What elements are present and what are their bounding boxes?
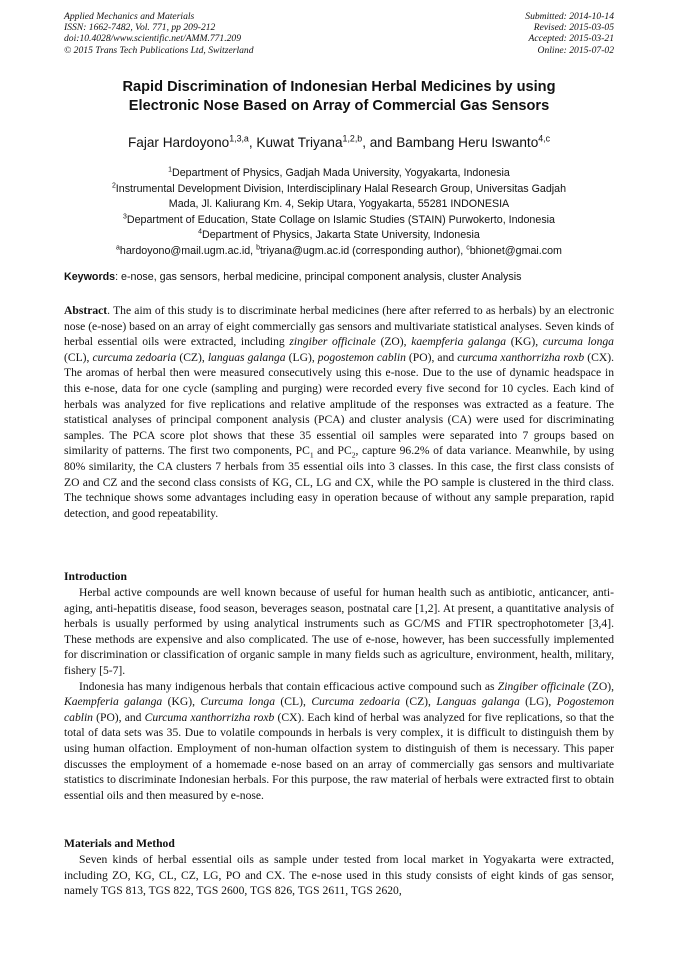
paper-title xyxy=(50,78,628,116)
abstract-text: , capture 96.2% of data variance. Meanwhile, by using 80% similarity, the CA clusters 7 herbals from 35 essential oils into 3 classes. In this case, the first class consists of ZO and CZ and the second class consists of KG, CL, LG and CX, while the PO sample is clustered in the third class. The technique shows some advantages including easy in operation because of without any sample preparation, rapid detection, and good repeatability. xyxy=(64,444,615,520)
species-name: Kaempferia galanga xyxy=(64,695,163,709)
date-submitted: Submitted: 2014-10-14 xyxy=(525,11,614,22)
affiliation-2 xyxy=(50,182,628,198)
author-emails xyxy=(50,244,628,260)
title-line-1: Rapid Discrimination of Indonesian Herbal Medicines by using xyxy=(122,79,556,95)
abstract-paragraph xyxy=(64,303,614,521)
affil-text: Department of Education, State Collage on Islamic Studies (STAIN) Purwokerto, Indonesia xyxy=(126,213,555,226)
intro-paragraph-2 xyxy=(64,679,614,804)
materials-body xyxy=(64,852,614,899)
date-revised: Revised: 2015-03-05 xyxy=(533,22,614,34)
date-accepted: Accepted: 2015-03-21 xyxy=(528,33,614,45)
title-line-2: Electronic Nose Based on Array of Commercial Gas Sensors xyxy=(128,98,550,114)
abstract-text: (CL), xyxy=(64,350,93,364)
abstract-text: (CX). The aromas of herbal then were measured consecutively using this e-nose. Due to the use of dynamic headspace in this e-nose, data for one cycle (sampling and purging) were recorded every five second for 10 cycles. Each kind of herbals was analyzed for five replications and relative amplitude of the responses was extracted as a feature. The statistical analyses of principal component analysis (PCA) and cluster analysis (CA) were used for discriminating samples. The PCA score plot shows that these 35 essential oil samples were separated into 7 groups based on similarity of patterns. The first two components, PC xyxy=(64,350,614,458)
intro-paragraph-1: Herbal active compounds are well known because of useful for human health such as antibiotic, anticancer, anti-aging, anti-hepatitis disease, food season, beverages season, postnatal care [1,2]. At present, a quantitative analysis of herbals is usually performed by using analytical instruments such as GC/MS and FTIR spectrophotometer [3,4]. These methods are expensive and also complicated. The use of e-nose, however, has been successfully implemented for discrimination or classification of organic sample in many fields such as agriculture, environment, health, military, fishery [5-7]. xyxy=(64,586,614,677)
species-name: Languas galanga xyxy=(436,695,520,709)
abstract xyxy=(64,303,614,521)
keywords xyxy=(64,270,624,285)
intro-text: (CZ), xyxy=(400,695,437,709)
introduction-body xyxy=(64,585,614,803)
intro-text: (ZO), xyxy=(584,679,614,693)
abstract-text: and PC xyxy=(313,444,352,458)
journal-header xyxy=(64,11,254,56)
author-name: , and Bambang Heru Iswanto xyxy=(362,135,539,150)
affiliations xyxy=(50,166,628,260)
affil-sup: 2 xyxy=(111,182,116,190)
species-name: kaempferia galanga xyxy=(411,335,507,349)
species-name: curcuma xanthorrizha roxb xyxy=(457,350,585,364)
intro-text: (PO), and xyxy=(92,710,145,724)
intro-text: (CL), xyxy=(275,695,312,709)
species-name: Zingiber officinale xyxy=(497,679,585,693)
materials-heading: Materials and Method xyxy=(64,837,175,850)
species-name: Curcuma longa xyxy=(200,695,275,709)
affil-sup: 3 xyxy=(123,213,127,221)
subscript: 2 xyxy=(351,450,356,460)
abstract-label: Abstract xyxy=(64,304,108,317)
abstract-text: (CZ), xyxy=(176,350,208,364)
abstract-text: (ZO), xyxy=(375,335,412,349)
email-sup: a xyxy=(116,244,120,252)
keywords-text: : e-nose, gas sensors, herbal medicine, principal component analysis, cluster Analysis xyxy=(115,271,522,283)
materials-paragraph-1: Seven kinds of herbal essential oils as sample under tested from local market in Yogyakarta were extracted, including ZO, KG, CL, CZ, LG, PO and CX. The e-nose used in this study consists of eight kinds of gas sensor, namely TGS 813, TGS 822, TGS 2600, TGS 826, TGS 2611, TGS 2620, xyxy=(64,853,614,898)
species-name: curcuma zedoaria xyxy=(92,350,177,364)
species-name: Pogostemon cablin xyxy=(64,695,615,724)
author-affil-sup: 4,c xyxy=(538,133,551,144)
affiliation-3 xyxy=(50,213,628,229)
species-name: Curcuma xanthorrizha roxb xyxy=(144,710,275,724)
affiliation-1 xyxy=(50,166,628,182)
subscript: 1 xyxy=(309,450,314,460)
intro-text: (LG), xyxy=(519,695,557,709)
species-name: pogostemon cablin xyxy=(317,350,406,364)
abstract-text: (KG), xyxy=(506,335,543,349)
author-name: , Kuwat Triyana xyxy=(248,135,343,150)
author-affil-sup: 1,3,a xyxy=(229,133,249,144)
introduction-heading: Introduction xyxy=(64,570,127,583)
journal-copyright: © 2015 Trans Tech Publications Ltd, Switzerland xyxy=(64,44,254,56)
affil-text: Department of Physics, Gadjah Mada University, Yogyakarta, Indonesia xyxy=(172,167,510,179)
email-text: triyana@ugm.ac.id (corresponding author), xyxy=(259,244,467,257)
abstract-text: (LG), xyxy=(285,350,318,364)
submission-dates xyxy=(525,11,614,56)
abstract-text: (PO), and xyxy=(405,350,458,364)
author-affil-sup: 1,2,b xyxy=(342,133,363,144)
affil-sup: 1 xyxy=(168,166,173,174)
intro-text: (CX). Each kind of herbal was analyzed for five replications, so that the total of data sets was 35. Due to volatile compounds in herbals is very complex, it is difficult to distinguish them by using human olfaction. Employment of non-human olfaction system to distinguish of them is necessary. This paper discusses the employment of a homemade e-nose based on an array of commercially gas sensors and multivariate statistics to discriminate Indonesian herbals. For this purpose, the raw material of herbals were extracted first to obtain essential oils and then measured by e-nose. xyxy=(64,710,614,802)
journal-doi: doi:10.4028/www.scientific.net/AMM.771.209 xyxy=(64,33,242,45)
author-list xyxy=(50,134,628,152)
author-name: Fajar Hardoyono xyxy=(127,135,230,150)
email-sup: c xyxy=(466,244,470,252)
journal-name: Applied Mechanics and Materials xyxy=(64,11,195,22)
affiliation-4 xyxy=(50,228,628,244)
species-name: zingiber officinale xyxy=(289,335,376,349)
affil-text: Department of Physics, Jakarta State University, Indonesia xyxy=(202,229,480,242)
species-name: languas galanga xyxy=(207,350,286,364)
keywords-label: Keywords xyxy=(64,271,116,283)
affil-sup: 4 xyxy=(198,228,203,236)
email-sup: b xyxy=(256,244,260,252)
journal-issn: ISSN: 1662-7482, Vol. 771, pp 209-212 xyxy=(64,22,216,34)
intro-text: (KG), xyxy=(162,695,201,709)
email-text: hardoyono@mail.ugm.ac.id, xyxy=(119,244,257,257)
affil-text: Instrumental Development Division, Interdisciplinary Halal Research Group, Universitas Gadjah xyxy=(115,182,567,195)
species-name: curcuma longa xyxy=(542,335,614,349)
species-name: Curcuma zedoaria xyxy=(311,695,401,709)
email-text: bhionet@gmai.com xyxy=(469,244,562,257)
affiliation-2-cont: Mada, Jl. Kaliurang Km. 4, Sekip Utara, Yogyakarta, 55281 INDONESIA xyxy=(168,198,510,211)
abstract-text: . The aim of this study is to discriminate herbal medicines (here after referred to as herbals) by an electronic nose (e-nose) based on an array of eight commercially gas sensors and multivariate statistical analyses. Seven kinds of herbal essential oils were extracted, including xyxy=(64,304,614,349)
date-online: Online: 2015-07-02 xyxy=(537,44,614,56)
intro-text: Indonesia has many indigenous herbals that contain efficacious active compound such as xyxy=(79,679,498,693)
